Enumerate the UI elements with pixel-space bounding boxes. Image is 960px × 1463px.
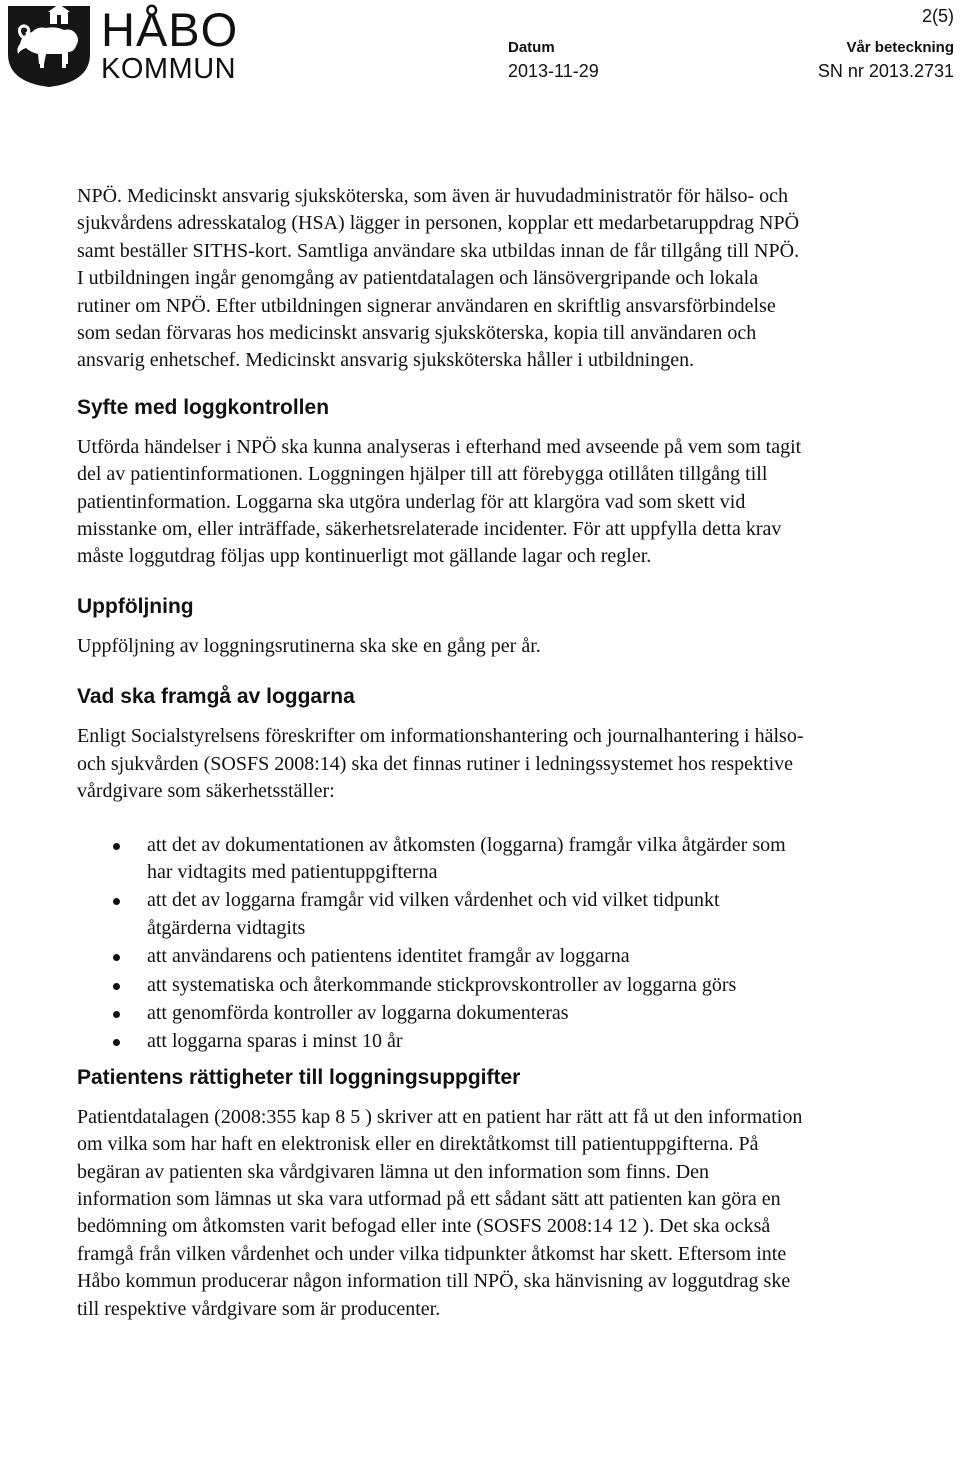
list-item-text: att det av dokumentationen av åtkomsten (loggarna) framgår vilka åtgärder som har vidtagits med patientuppgifterna: [147, 833, 786, 883]
reference-label: Vår beteckning: [846, 39, 954, 56]
bullet-icon: [113, 898, 120, 905]
list-item-text: att genomförda kontroller av loggarna dokumenteras: [147, 1001, 569, 1024]
section-text-patientens-rattigheter: Patientdatalagen (2008:355 kap 8 5 ) skriver att en patient har rätt att få ut den information om vilka som har haft en elektronisk eller en direktåtkomst till patientuppgifterna. På begäran av patienten ska vårdgivaren lämna ut den information som finns. Den information som lämnas ut ska vara utformad på ett sådant sätt att patienten kan göra en bedömning om åtkomsten varit befogad eller inte (SOSFS 2008:14 12 ). Det ska också framgå från vilken vårdenhet och under vilka tidpunkter åtkomst har skett. Eftersom inte Håbo kommun producerar någon information till NPÖ, ska hänvisning av loggutdrag ske till respektive vårdgivare som är producenter.: [77, 1105, 803, 1320]
reference-block: [818, 38, 954, 84]
bullet-icon: [113, 954, 120, 961]
logo-subtitle: KOMMUN: [101, 53, 237, 85]
section-text-uppfoljning: Uppföljning av loggningsrutinerna ska ske en gång per år.: [77, 634, 541, 657]
bullet-icon: [113, 843, 120, 850]
requirements-list: [77, 832, 807, 1056]
list-item: [77, 1028, 807, 1055]
list-item: [77, 943, 807, 970]
list-item-text: att loggarna sparas i minst 10 år: [147, 1030, 403, 1053]
list-item: [77, 832, 807, 887]
section-text-syfte: Utförda händelser i NPÖ ska kunna analyseras i efterhand med avseende på vem som tagit del av patientinformationen. Loggningen hjälper till att förebygga otillåten tillgång till patientinformation. Loggarna ska utgöra underlag för att klargöra vad som skett vid misstanke om, eller inträffade, säkerhetsrelaterade incidenter. För att uppfylla detta krav måste loggutdrag följas upp kontinuerligt mot gällande lagar och regler.: [77, 435, 802, 568]
section-heading-uppfoljning: Uppföljning: [77, 594, 194, 618]
date-block: [508, 38, 599, 84]
intro-paragraph: NPÖ. Medicinskt ansvarig sjuksköterska, som även är huvudadministratör för hälso- och sjukvårdens adresskatalog (HSA) lägger in personen, kopplar ett medarbetaruppdrag NPÖ samt beställer SITHS-kort. Samtliga användare ska utbildas innan de får tillgång till NPÖ. I utbildningen ingår genomgång av patientdatalagen och länsövergripande och lokala rutiner om NPÖ. Efter utbildningen signerar användaren en skriftlig ansvarsförbindelse som sedan förvaras hos medicinskt ansvarig sjuksköterska, kopia till användaren och ansvarig enhetschef. Medicinskt ansvarig sjuksköterska håller i utbildningen.: [77, 185, 800, 372]
logo-name: HÅBO: [101, 3, 239, 56]
bullet-icon: [113, 1039, 120, 1046]
bullet-icon: [113, 1011, 120, 1018]
list-item: [77, 1000, 807, 1027]
bullet-icon: [113, 983, 120, 990]
section-heading-patientens-rattigheter: Patientens rättigheter till loggningsuppgifter: [77, 1065, 521, 1089]
coat-of-arms-icon: [6, 4, 92, 88]
list-item-text: att det av loggarna framgår vid vilken vårdenhet och vid vilket tidpunkt åtgärderna vidtagits: [147, 889, 720, 939]
list-item: [77, 972, 807, 999]
date-label: Datum: [508, 39, 555, 56]
document-body: [77, 183, 807, 1323]
municipality-logo: [6, 4, 256, 86]
reference-value: SN nr 2013.2731: [817, 61, 954, 81]
section-heading-loggarna: Vad ska framgå av loggarna: [77, 685, 355, 709]
date-value: 2013-11-29: [508, 61, 599, 81]
section-heading-syfte: Syfte med loggkontrollen: [77, 395, 330, 419]
page-number: 2(5): [921, 6, 954, 26]
list-item: [77, 887, 807, 942]
section-text-loggarna: Enligt Socialstyrelsens föreskrifter om informationshantering och journalhantering i hälso- och sjukvården (SOSFS 2008:14) ska det finnas rutiner i ledningssystemet hos respektive vårdgivare som säkerhetsställer:: [77, 725, 804, 803]
list-item-text: att systematiska och återkommande stickprovskontroller av loggarna görs: [147, 973, 737, 996]
list-item-text: att användarens och patientens identitet framgår av loggarna: [147, 945, 630, 968]
logo-wordmark: [101, 4, 261, 86]
